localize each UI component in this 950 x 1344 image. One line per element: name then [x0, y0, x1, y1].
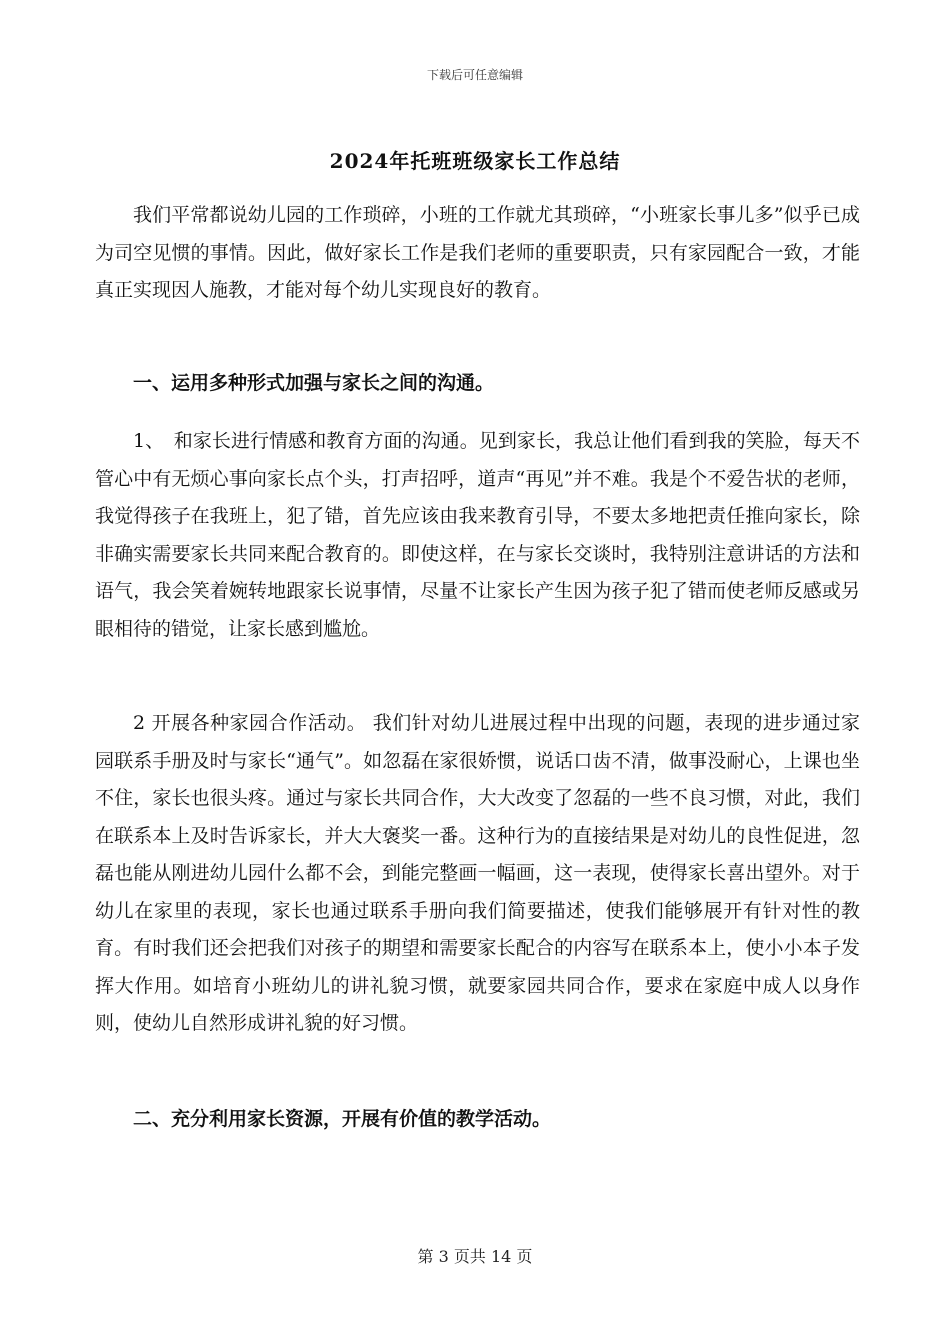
item-1-paragraph: 1、 和家长进行情感和教育方面的沟通。见到家长，我总让他们看到我的笑脸，每天不管心中有无烦心事向家长点个头，打声招呼，道声“再见”并不难。我是个不爱告状的老师，我觉得孩子在我班上，犯了错，首先应该由我来教育引导，不要太多地把责任推向家长，除非确实需要家长共同来配合教育的。即使这样，在与家长交谈时，我特别注意讲话的方法和语气，我会笑着婉转地跟家长说事情，尽量不让家长产生因为孩子犯了错而使老师反感或另眼相待的错觉，让家长感到尴尬。 [95, 430, 860, 640]
section-1-heading: 一、运用多种形式加强与家长之间的沟通。 [133, 372, 495, 394]
header-note: 下载后可任意编辑 [426, 68, 523, 82]
item-2-paragraph: 2 开展各种家园合作活动。 我们针对幼儿进展过程中出现的问题，表现的进步通过家园联系手册及时与家长“通气”。如忽磊在家很娇惯，说话口齿不清，做事没耐心，上课也坐不住，家长也很头疼。通过与家长共同合作，大大改变了忽磊的一些不良习惯，对此，我们在联系本上及时告诉家长，并大大褒奖一番。这种行为的直接结果是对幼儿的良性促进，忽磊也能从刚进幼儿园什么都不会，到能完整画一幅画，这一表现，使得家长喜出望外。对于幼儿在家里的表现，家长也通过联系手册向我们简要描述，使我们能够展开有针对性的教育。有时我们还会把我们对孩子的期望和需要家长配合的内容写在联系本上，使小小本子发挥大作用。如培育小班幼儿的讲礼貌习惯，就要家园共同合作，要求在家庭中成人以身作则，使幼儿自然形成讲礼貌的好习惯。 [95, 712, 860, 1034]
document-title: 2024年托班班级家长工作总结 [329, 149, 621, 173]
section-2-heading: 二、充分利用家长资源，开展有价值的教学活动。 [133, 1108, 552, 1130]
intro-paragraph: 我们平常都说幼儿园的工作琐碎，小班的工作就尤其琐碎，“小班家长事儿多”似乎已成为司空见惯的事情。因此，做好家长工作是我们老师的重要职责，只有家园配合一致，才能真正实现因人施教，才能对每个幼儿实现良好的教育。 [95, 204, 860, 301]
page-number-footer: 第 3 页共 14 页 [417, 1247, 533, 1266]
